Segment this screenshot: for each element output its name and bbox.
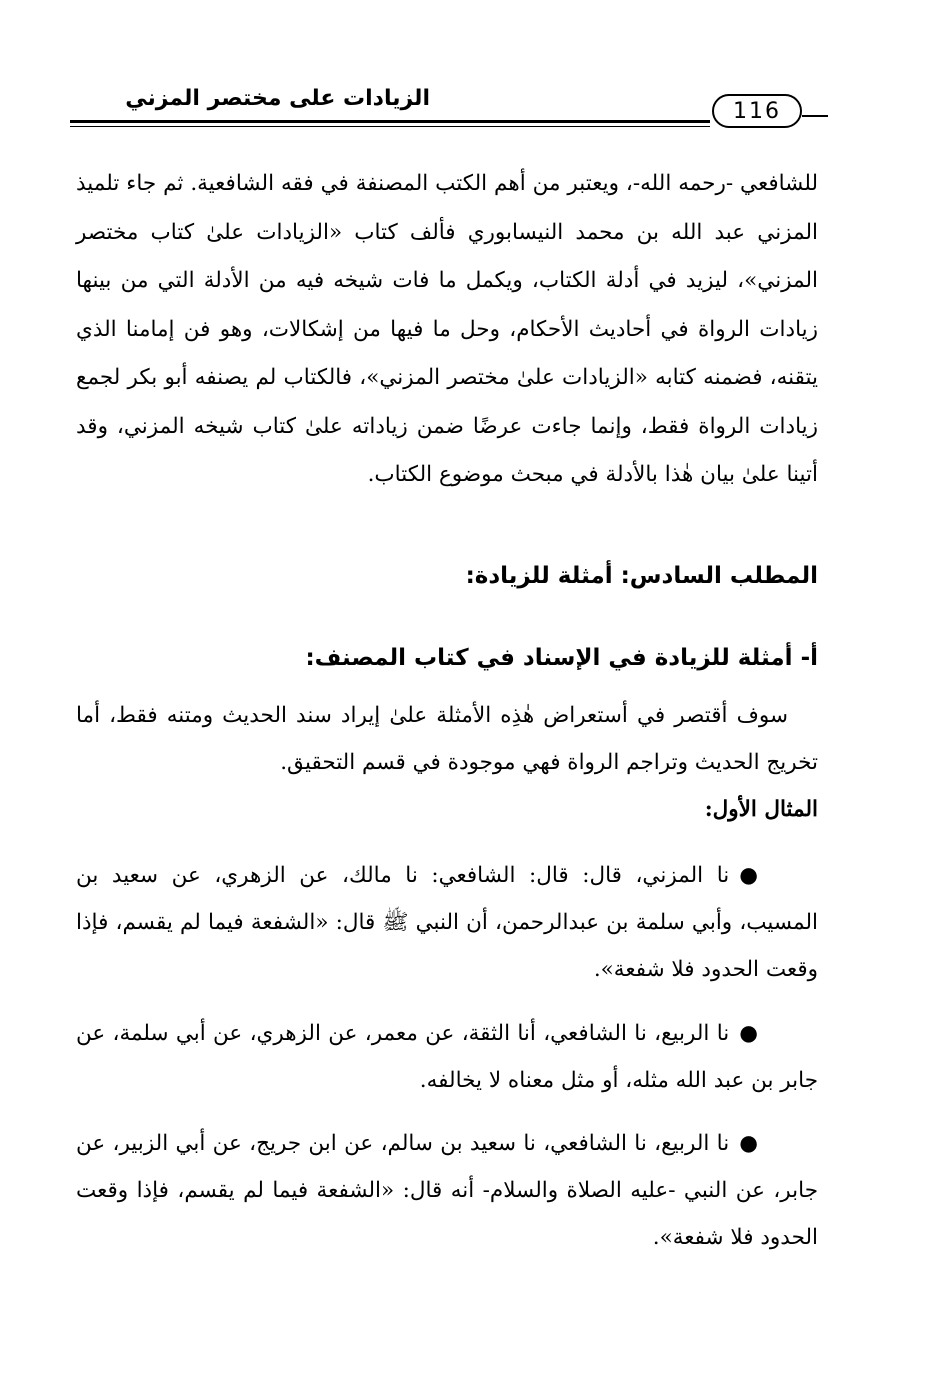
page-number: 116 bbox=[712, 94, 802, 128]
section-heading: المطلب السادس: أمثلة للزيادة: bbox=[465, 563, 818, 589]
header-rule-thick bbox=[70, 120, 710, 123]
header-rule-thin bbox=[70, 126, 710, 127]
running-header-title: الزيادات على مختصر المزني bbox=[125, 86, 430, 111]
header-rule-tail bbox=[802, 115, 828, 117]
narration-2 bbox=[76, 1010, 818, 1104]
narration-3 bbox=[76, 1120, 818, 1261]
intro-paragraph: للشافعي -رحمه الله-، ويعتبر من أهم الكتب المصنفة في فقه الشافعية. ثم جاء تلميذ المزني عبد الله بن محمد النيسابوري فألف كتاب «الزيادات علىٰ كتاب مختصر المزني»، ليزيد في أدلة الكتاب، ويكمل ما فات شيخه فيه من الأدلة التي من بينها زيادات الرواة في أحاديث الأحكام، وحل ما فيها من إشكالات، وهو فن إمامنا الذي يتقنه، فضمنه كتابه «الزيادات علىٰ مختصر المزني»، فالكتاب لم يصنفه أبو بكر لجمع زيادات الرواة فقط، وإنما جاءت عرضًا ضمن زياداته علىٰ كتاب شيخه المزني، وقد أتينا علىٰ بيان هٰذا بالأدلة في مبحث موضوع الكتاب. bbox=[76, 171, 818, 487]
method-paragraph: سوف أقتصر في أستعراض هٰذِه الأمثلة علىٰ إيراد سند الحديث ومتنه فقط، أما تخريج الحديث وتراجم الرواة فهي موجودة في قسم التحقيق. bbox=[76, 703, 818, 775]
bullet-icon: ● bbox=[739, 1131, 758, 1156]
bullet-icon: ● bbox=[739, 863, 758, 888]
example-heading: المثال الأول: bbox=[704, 797, 818, 822]
narration-1 bbox=[76, 852, 818, 993]
bullet-icon: ● bbox=[739, 1021, 758, 1046]
subsection-heading: أ- أمثلة للزيادة في الإسناد في كتاب المصنف: bbox=[305, 645, 818, 671]
running-header bbox=[70, 82, 830, 132]
narration-text: نا المزني، قال: قال: الشافعي: نا مالك، عن الزهري، عن سعيد بن المسيب، وأبي سلمة بن عبدالرحمن، أن النبي ﷺ قال: «الشفعة فيما لم يقسم، فإذا وقعت الحدود فلا شفعة». bbox=[76, 863, 818, 982]
body-text bbox=[76, 160, 818, 549]
narration-text: نا الربيع، نا الشافعي، أنا الثقة، عن معمر، عن الزهري، عن أبي سلمة، عن جابر بن عبد الله مثله، أو مثل معناه لا يخالفه. bbox=[76, 1021, 818, 1093]
narration-text: نا الربيع، نا الشافعي، نا سعيد بن سالم، عن ابن جريج، عن أبي الزبير، عن جابر، عن النبي -عليه الصلاة والسلام- أنه قال: «الشفعة فيما لم يقسم، فإذا وقعت الحدود فلا شفعة». bbox=[76, 1131, 818, 1250]
